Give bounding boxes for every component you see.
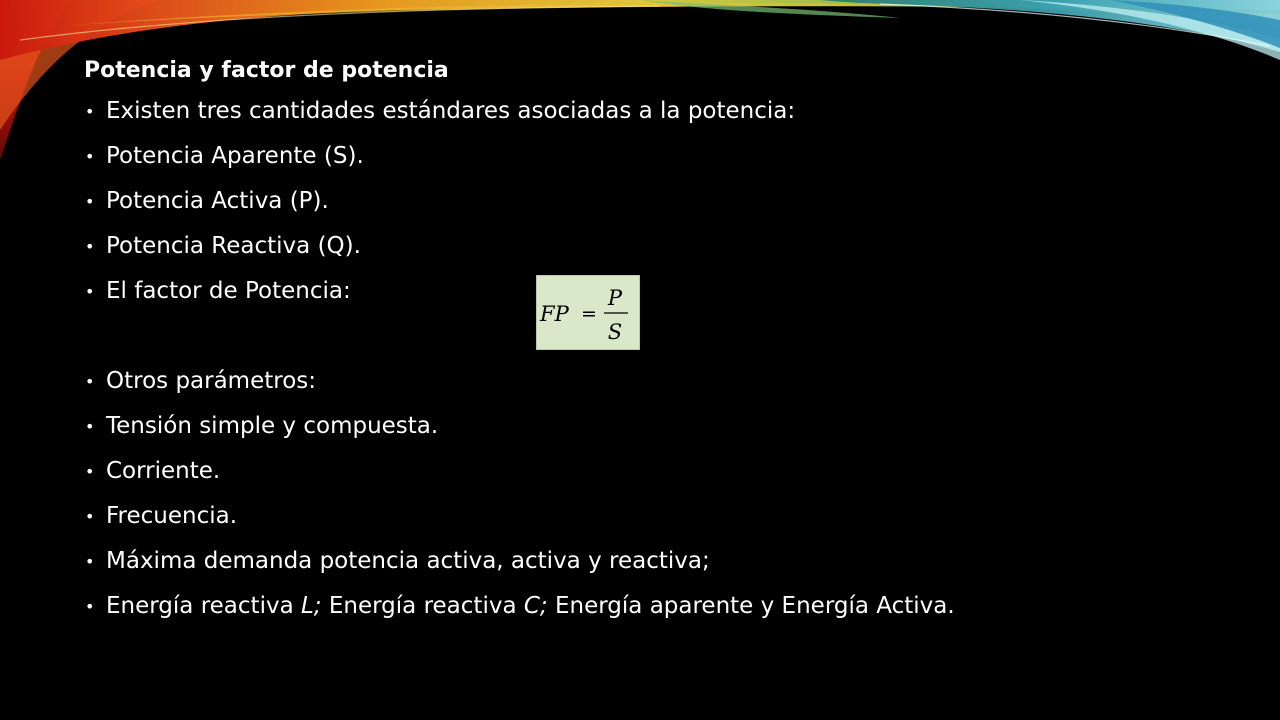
formula-equals: =: [581, 303, 597, 325]
bullet-dot-icon: •: [85, 597, 95, 616]
slide-heading: Potencia y factor de potencia: [84, 58, 449, 83]
bullet-item: • Otros parámetros:: [84, 359, 1244, 404]
bullet-dot-icon: •: [85, 147, 95, 166]
formula-denominator: S: [607, 320, 623, 344]
formula-numerator: P: [607, 286, 623, 310]
bullet-dot-icon: •: [85, 417, 95, 436]
bullet-dot-icon: •: [85, 372, 95, 391]
bullet-dot-icon: •: [85, 282, 95, 301]
bullet-item: • Potencia Activa (P).: [84, 179, 1244, 224]
bullet-dot-icon: •: [85, 237, 95, 256]
bullet-item: • Potencia Aparente (S).: [84, 134, 1244, 179]
formula-lhs: FP: [540, 302, 569, 326]
bullet-item: • Máxima demanda potencia activa, activa y reactiva;: [84, 539, 1244, 584]
bullet-item: • Potencia Reactiva (Q).: [84, 224, 1244, 269]
bullet-item: • Existen tres cantidades estándares asociadas a la potencia:: [84, 89, 1244, 134]
bullet-dot-icon: •: [85, 507, 95, 526]
bullet-item: • El factor de Potencia:: [84, 269, 1244, 314]
bullet-item: • Energía reactiva L; Energía reactiva C; Energía aparente y Energía Activa.: [84, 584, 1244, 629]
bullet-dot-icon: •: [85, 462, 95, 481]
bullet-dot-icon: •: [85, 552, 95, 571]
bullet-item: • Corriente.: [84, 449, 1244, 494]
power-factor-formula: [536, 275, 640, 350]
bullet-dot-icon: •: [85, 192, 95, 211]
bullet-list: [84, 89, 1244, 629]
slide-content: [84, 52, 1244, 629]
bullet-item: • Tensión simple y compuesta.: [84, 404, 1244, 449]
bullet-item: • Frecuencia.: [84, 494, 1244, 539]
formula-graphic: [537, 276, 639, 349]
bullet-dot-icon: •: [85, 102, 95, 121]
